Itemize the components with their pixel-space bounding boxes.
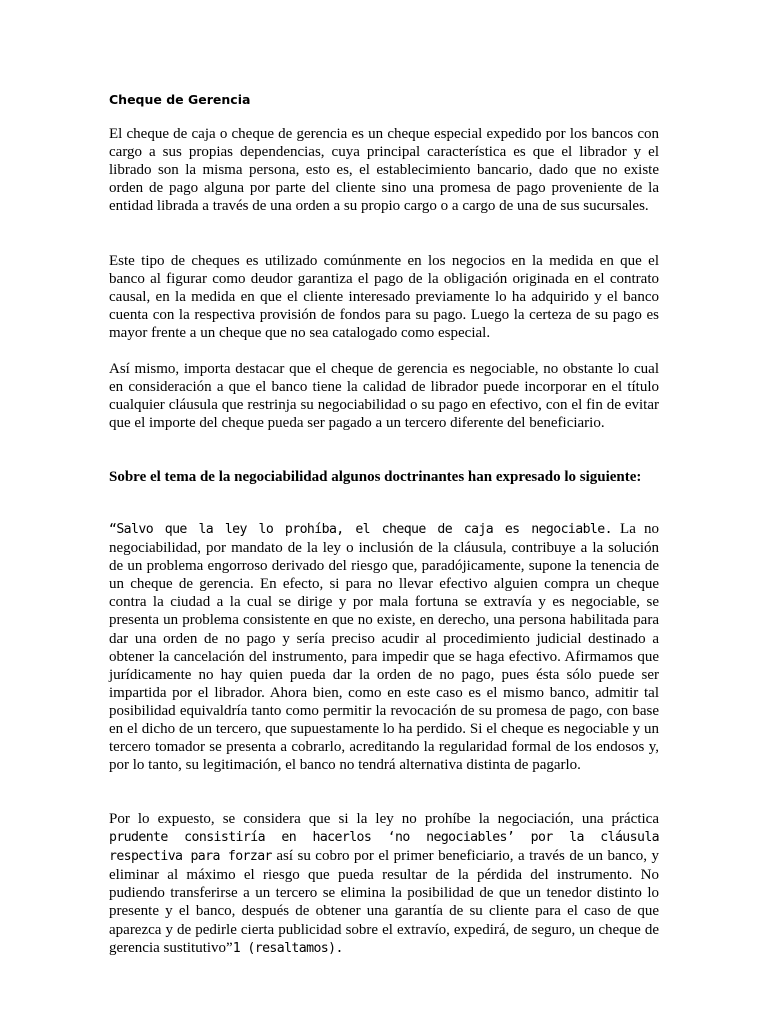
paragraph-6-part-b: prudente consistiría en hacerlos ‘no negociables’ por la cláusula respectiva para forzar — [109, 830, 659, 865]
quote-paragraph — [109, 520, 659, 774]
bold-heading-paragraph: Sobre el tema de la negociabilidad algunos doctrinantes han expresado lo siguiente: — [109, 469, 642, 485]
quote-body: La no negociabilidad, por mandato de la ley o inclusión de la cláusula, contribuye a la solución de un problema engorroso derivado del riesgo que, paradójicamente, supone la tenencia de un cheque de gerencia. En efecto, si para no llevar efectivo alguien compra un cheque contra la ciudad a la cual se dirige y por mala fortuna se extravía y es negociable, se presenta un problema consistente en que no existe, en derecho, una persona habilitada para dar una orden de no pago y sería preciso acudir al procedimiento judicial destinado a obtener la cancelación del instrumento, para impedir que se haga efectivo. Afirmamos que jurídicamente no hay quien pueda dar la orden de no pago, pues ésta sólo puede ser impartida por el librador. Ahora bien, como en este caso es el mismo banco, admitir tal posibilidad equivaldría tanto como permitir la revocación de su promesa de pago, con base en el dicho de un tercero, que supuestamente lo ha perdido. Si el cheque es negociable y un tercero tomador se presenta a cobrarlo, acreditando la regularidad formal de los endosos y, por lo tanto, su legitimación, el banco no tendrá alternativa distinta de pagarlo. — [109, 521, 659, 774]
quote-lead: “Salvo que la ley lo prohíba, el cheque de caja es negociable. — [109, 522, 612, 537]
paragraph-3: Así mismo, importa destacar que el cheque de gerencia es negociable, no obstante lo cual en consideración a que el banco tiene la calidad de librador puede incorporar en el título cualquier cláusula que restrinja su negociabilidad o su pago en efectivo, con el fin de evitar que el importe del cheque pueda ser pagado a un tercero diferente del beneficiario. — [109, 361, 659, 432]
paragraph-6 — [109, 810, 659, 958]
paragraph-2: Este tipo de cheques es utilizado comúnmente en los negocios en la medida en que el banco al figurar como deudor garantiza el pago de la obligación originada en el contrato causal, en la medida en que el cliente interesado previamente lo ha adquirido y el banco cuenta con la respectiva provisión de fondos para su pago. Luego la certeza de su pago es mayor frente a un cheque que no sea catalogado como especial. — [109, 253, 659, 342]
paragraph-6-part-a: Por lo expuesto, se considera que si la ley no prohíbe la negociación, una práctica — [109, 811, 659, 827]
paragraph-6-part-d: 1 (resaltamos). — [232, 940, 343, 956]
paragraph-1: El cheque de caja o cheque de gerencia es un cheque especial expedido por los bancos con cargo a sus propias dependencias, cuya principal característica es que el librador y el librado son la misma persona, esto es, el establecimiento bancario, dado que no existe orden de pago alguna por parte del cliente sino una promesa de pago proveniente de la entidad librada a través de una orden a su propio cargo o a cargo de una de sus sucursales. — [109, 126, 659, 215]
document-title: Cheque de Gerencia — [109, 92, 251, 107]
paragraph-6-part-c: así su cobro por el primer beneficiario, a través de un banco, y eliminar al máximo el riesgo que pueda resultar de la pérdida del instrumento. No pudiendo transferirse a un tercero se elimina la posibilidad de que un tenedor distinto lo presente y el banco, después de obtener una garantía de su cliente para el caso de que aparezca y de pedirle cierta publicidad sobre el extravío, expedirá, de seguro, un cheque de gerencia sustitutivo” — [109, 848, 659, 956]
